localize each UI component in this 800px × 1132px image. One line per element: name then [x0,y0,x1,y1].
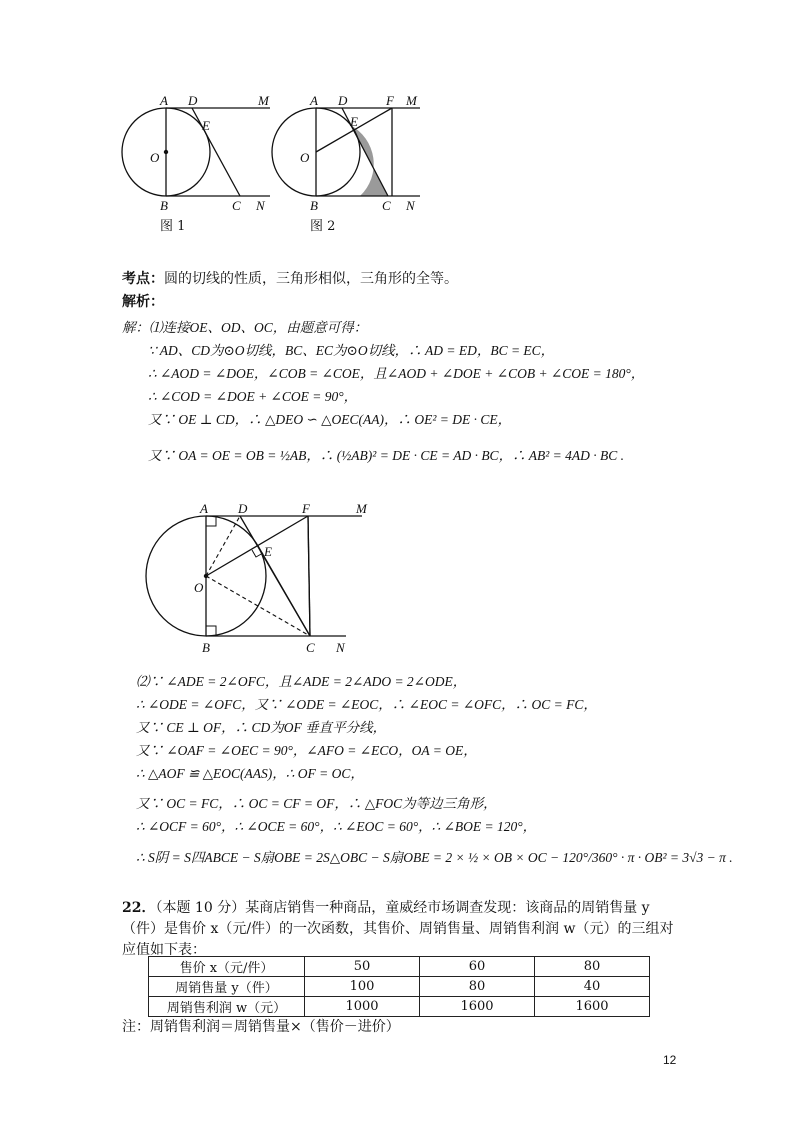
table-cell: 100 [305,977,420,997]
fig3-label-D: D [238,501,248,516]
table-cell: 售价 x（元/件） [149,957,305,977]
figure-3 [140,500,380,660]
fig1-label-O: O [150,150,160,165]
fig1-caption: 图 1 [160,219,186,234]
fig2-label-O: O [300,150,310,165]
table-cell: 1600 [535,997,650,1017]
page-number: 12 [663,1053,677,1067]
solution2-line4: 又∵ ∠OAF = ∠OEC = 90°，∠AFO = ∠ECO，OA = OE， [136,743,477,758]
fig2-label-D: D [338,93,348,108]
fig1-label-E: E [202,118,210,133]
fig3-label-O: O [194,580,204,595]
fig2-label-N: N [406,198,415,213]
problem22-number: 22． [122,900,156,916]
solution1-line4: 又∵ OE ⊥ CD，∴ △DEO ∽ △OEC(AA)，∴ OE² = DE · CE， [148,412,512,427]
problem22-line2: （件）是售价 x（元/件）的一次函数，其售价、周销售量、周销售利润 w（元）的三组对 [122,921,674,937]
solution2-line5: ∴ △AOF ≌ △EOC(AAS)，∴ OF = OC， [136,766,364,781]
fig3-label-M: M [356,501,367,516]
fig1-label-D: D [188,93,198,108]
solution2-line1: ⑵∵ ∠ADE = 2∠OFC，且∠ADE = 2∠ADO = 2∠ODE， [136,674,467,689]
fig3-label-C: C [306,640,315,655]
fig2-label-F: F [386,93,394,108]
figure-2 [272,108,420,196]
table-cell: 40 [535,977,650,997]
kaodian-line [122,268,458,288]
solution1-line2: ∴ ∠AOD = ∠DOE，∠COB = ∠COE，且∠AOD + ∠DOE + ∠COB + ∠COE = 180°， [148,366,645,381]
fig2-label-A: A [310,93,318,108]
table-cell: 周销售量 y（件） [149,977,305,997]
solution2-line3: 又∵ CE ⊥ OF，∴ CD为OF 垂直平分线， [136,720,387,735]
fig2-label-C: C [382,198,391,213]
figures-1-2 [110,90,430,240]
table-cell: 周销售利润 w（元） [149,997,305,1017]
figure-1 [122,108,270,196]
table-row [149,957,650,977]
fig2-label-E: E [350,114,358,129]
jiexi-label: 解析： [122,294,164,310]
kaodian-label: 考点： [122,271,164,287]
fig3-label-N: N [336,640,345,655]
fig3-label-B: B [202,640,210,655]
fig3-label-A: A [200,501,208,516]
table-cell: 80 [420,977,535,997]
solution1-line3: ∴ ∠COD = ∠DOE + ∠COE = 90°， [148,389,358,404]
fig3-label-F: F [302,501,310,516]
table-cell: 60 [420,957,535,977]
problem22-note: 注：周销售利润＝周销售量×（售价－进价） [122,1019,400,1035]
fig2-label-B: B [310,198,318,213]
table-row [149,977,650,997]
fig1-label-B: B [160,198,168,213]
fig2-caption: 图 2 [310,219,336,234]
fig1-label-M: M [258,93,269,108]
kaodian-text: 圆的切线的性质，三角形相似，三角形的全等。 [164,271,458,287]
table-row [149,997,650,1017]
solution1-line1: ∵ AD、CD为⊙O切线，BC、EC为⊙O切线，∴ AD = ED，BC = EC， [148,343,555,358]
fig3-label-E: E [264,544,272,559]
problem22-text1: （本题 10 分）某商店销售一种商品，童威经市场调查发现：该商品的周销售量 y [155,900,650,916]
solution1-intro: 解：⑴连接OE、OD、OC，由题意可得： [122,320,368,335]
solution2-line8: ∴ S阴 = S四ABCE − S扇OBE = 2S△OBC − S扇OBE = 2 × ½ × OB × OC − 120°/360° · π · OB² = 3√3 − π . [136,850,733,865]
fig1-label-A: A [160,93,168,108]
problem22-line1 [122,897,650,917]
table-cell: 50 [305,957,420,977]
solution1-line5: 又∵ OA = OE = OB = ½AB，∴ (½AB)² = DE · CE = AD · BC，∴ AB² = 4AD · BC . [148,448,624,463]
table-cell: 80 [535,957,650,977]
problem22-line3: 应值如下表： [122,942,206,958]
value-table [148,956,650,1017]
table-cell: 1000 [305,997,420,1017]
table-cell: 1600 [420,997,535,1017]
solution2-line6: 又∵ OC = FC，∴ OC = CF = OF，∴ △FOC为等边三角形， [136,796,497,811]
solution2-line7: ∴ ∠OCF = 60°，∴ ∠OCE = 60°，∴ ∠EOC = 60°，∴ ∠BOE = 120°， [136,819,537,834]
fig1-label-N: N [256,198,265,213]
fig1-label-C: C [232,198,241,213]
solution2-line2: ∴ ∠ODE = ∠OFC，又∵ ∠ODE = ∠EOC，∴ ∠EOC = ∠OFC，∴ OC = FC， [136,697,597,712]
fig2-label-M: M [406,93,417,108]
